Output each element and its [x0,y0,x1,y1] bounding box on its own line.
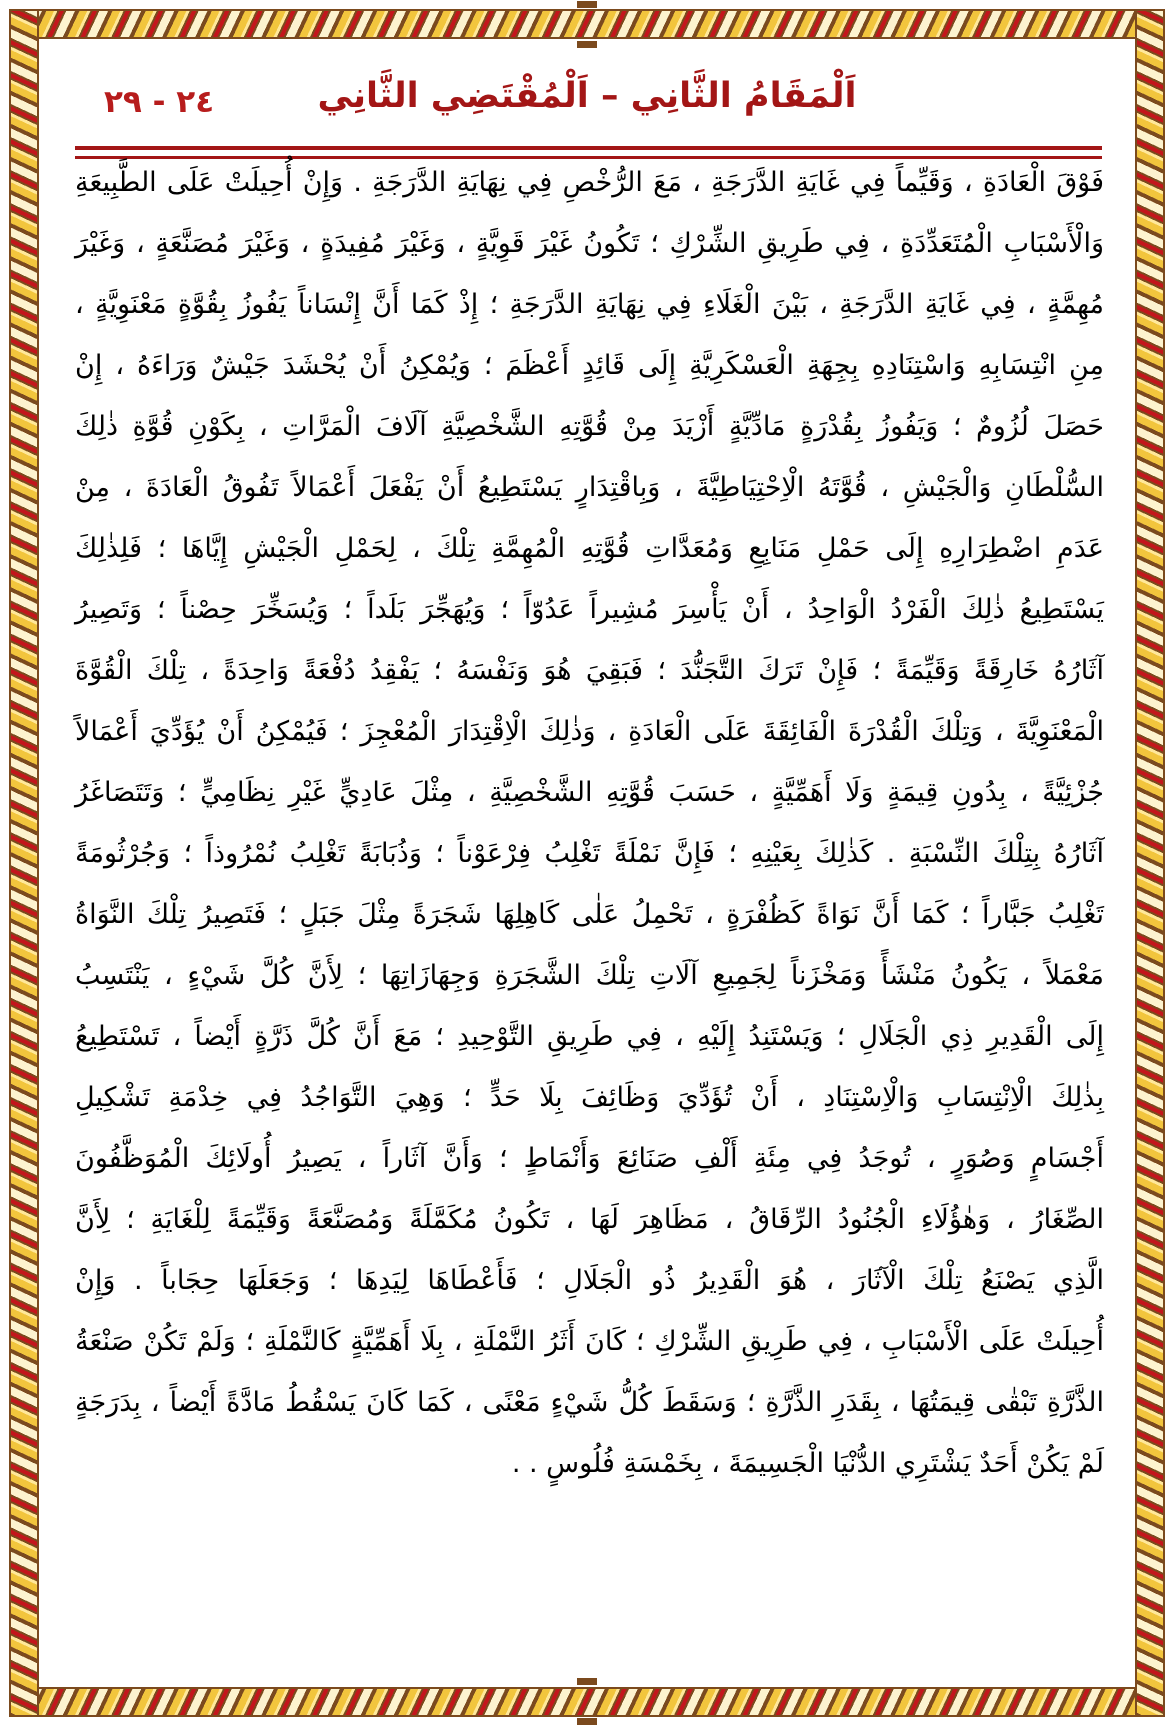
border-bottom-tick-inner [577,1678,597,1685]
body-text [75,152,1104,1494]
text-line: يَسْتَطِيعُ ذٰلِكَ الْفَرْدُ الْوَاحِدُ ، أَنْ يَأْسِرَ مُشِيراً عَدُوّاً ؛ وَيُهَجِّرَ بَلَداً ؛ وَيُسَخِّرَ حِصْناً ؛ وَتَصِيرُ [75,594,1104,625]
text-line: جُزْئِيَّةً ، بِدُونِ قِيمَةٍ وَلَا أَهَمِّيَّةٍ ، حَسَبَ قُوَّتِهِ الشَّخْصِيَّةِ ، مِثْلَ عَادِيٍّ غَيْرِ نِظَامِيٍّ ؛ وَتَتَصَاغَرُ [75,777,1104,808]
text-line: الذَّرَّةِ تَبْقٰى قِيمَتُهَا ، بِقَدَرِ الذَّرَّةِ ؛ وَسَقَطَ كُلُّ شَيْءٍ مَعْنًى ، كَمَا كَانَ يَسْقُطُ مَادَّةً أَيْضاً ، بِدَرَجَةٍ [75,1387,1104,1418]
text-line: أَجْسَامٍ وَصُوَرٍ ، تُوجَدُ فِي مِئَةِ أَلْفِ صَنَائِعَ وَأَنْمَاطٍ ؛ وَأَنَّ آثَاراً ، يَصِيرُ أُولَائِكَ الْمُوَظَّفُونَ [75,1143,1104,1174]
text-line: مُهِمَّةٍ ، فِي غَايَةِ الدَّرَجَةِ ، بَيْنَ الْغَلَاءِ فِي نِهَايَةِ الدَّرَجَةِ ؛ إِذْ كَمَا أَنَّ إِنْسَاناً يَفُوزُ بِقُوَّةٍ مَعْنَوِيَّةٍ ، [75,289,1104,320]
border-bottom-tick-outer [577,1718,597,1725]
text-line: عَدَمِ اضْطِرَارِهِ إِلَى حَمْلِ مَنَابِعِ وَمُعَدَّاتِ قُوَّتِهِ الْمُهِمَّةِ تِلْكَ ، لِحَمْلِ الْجَيْشِ إِيَّاهَا ؛ فَلِذٰلِكَ [75,533,1104,564]
text-line: الْمَعْنَوِيَّةَ ، وَتِلْكَ الْقُدْرَةَ الْفَائِقَةَ عَلَى الْعَادَةِ ، وَذٰلِكَ الْاِقْتِدَارَ الْمُعْجِزَ ؛ فَيُمْكِنُ أَنْ يُؤَدِّيَ أَعْمَالاً [75,716,1104,747]
text-line: وَالْأَسْبَابِ الْمُتَعَدِّدَةِ ، فِي طَرِيقِ الشِّرْكِ ؛ تَكُونُ غَيْرَ قَوِيَّةٍ ، وَغَيْرَ مُفِيدَةٍ ، وَغَيْرَ مُصَنَّعَةٍ ، وَغَيْرَ [75,228,1104,259]
border-top-tick-inner [577,41,597,48]
text-line: الصِّغَارُ ، وَهٰؤُلَاءِ الْجُنُودُ الرِّقَاقُ ، مَظَاهِرَ لَهَا ، تَكُونُ مُكَمَّلَةً وَمُصَنَّعَةً وَقَيِّمَةً لِلْغَايَةِ ؛ لِأَنَّ [75,1204,1104,1235]
text-line: إِلَى الْقَدِيرِ ذِي الْجَلَالِ ؛ وَيَسْتَنِدُ إِلَيْهِ ، فِي طَرِيقِ التَّوْحِيدِ ؛ مَعَ أَنَّ كُلَّ ذَرَّةٍ أَيْضاً ، تَسْتَطِيعُ [75,1021,1104,1052]
text-line: فَوْقَ الْعَادَةِ ، وَقَيِّماً فِي غَايَةِ الدَّرَجَةِ ، مَعَ الرُّخْصِ فِي نِهَايَةِ الدَّرَجَةِ . وَإِنْ أُحِيلَتْ عَلَى الطَّبِيعَةِ [75,167,1104,198]
text-line: بِذٰلِكَ الْاِنْتِسَابِ وَالْاِسْتِنَادِ ، أَنْ تُؤَدِّيَ وَظَائِفَ بِلَا حَدٍّ ؛ وَهِيَ التَّوَاجُدُ فِي خِدْمَةِ تَشْكِيلِ [75,1082,1104,1113]
border-left-ornament [9,9,39,1717]
page-number: ٢٤ - ٢٩ [104,84,215,120]
text-line: أُحِيلَتْ عَلَى الْأَسْبَابِ ، فِي طَرِيقِ الشِّرْكِ ؛ كَانَ أَثَرُ النَّمْلَةِ ، بِلَا أَهَمِّيَّةٍ كَالنَّمْلَةِ ؛ وَلَمْ تَكُنْ صَنْعَةُ [75,1326,1104,1357]
text-line: الَّذِي يَصْنَعُ تِلْكَ الْآثَارَ ، هُوَ الْقَدِيرُ ذُو الْجَلَالِ ؛ فَأَعْطَاهَا لِيَدِهَا ؛ وَجَعَلَهَا حِجَاباً . وَإِنْ [75,1265,1104,1296]
text-line: آثَارُهُ خَارِقَةً وَقَيِّمَةً ؛ فَإِنْ تَرَكَ التَّجَنُّدَ ؛ فَبَقِيَ هُوَ وَنَفْسَهُ ؛ يَفْقِدُ دُفْعَةً وَاحِدَةً ، تِلْكَ الْقُوَّةَ [75,655,1104,686]
border-top-ornament [9,9,1165,39]
border-bottom-ornament [9,1687,1165,1717]
text-line: آثَارُهُ بِتِلْكَ النِّسْبَةِ . كَذٰلِكَ بِعَيْنِهِ ؛ فَإِنَّ نَمْلَةً تَغْلِبُ فِرْعَوْناً ؛ وَذُبَابَةً تَغْلِبُ نُمْرُوذاً ؛ وَجُرْثُومَةً [75,838,1104,869]
page-title: اَلْمَقَامُ الثَّانِي – اَلْمُقْتَضِي الثَّانِي [317,76,857,116]
text-line: مَعْمَلاً ، يَكُونُ مَنْشَأً وَمَخْزَناً لِجَمِيعِ آلَاتِ تِلْكَ الشَّجَرَةِ وَجِهَازَاتِهَا ؛ لِأَنَّ كُلَّ شَيْءٍ ، يَنْتَسِبُ [75,960,1104,991]
text-line: تَغْلِبُ جَبَّاراً ؛ كَمَا أَنَّ نَوَاةً كَظُفْرَةٍ ، تَحْمِلُ عَلٰى كَاهِلِهَا شَجَرَةً مِثْلَ جَبَلٍ ؛ فَتَصِيرُ تِلْكَ النَّوَاةُ [75,899,1104,930]
text-line: مِنِ انْتِسَابِهِ وَاسْتِنَادِهِ بِجِهَةِ الْعَسْكَرِيَّةِ إِلَى قَائِدٍ أَعْظَمَ ؛ وَيُمْكِنُ أَنْ يُحْشَدَ جَيْشٌ وَرَاءَهُ ، إِنْ [75,350,1104,381]
text-line: السُّلْطَانِ وَالْجَيْشِ ، قُوَّتَهُ الْاِحْتِيَاطِيَّةَ ، وَبِاقْتِدَارٍ يَسْتَطِيعُ أَنْ يَفْعَلَ أَعْمَالاً تَفُوقُ الْعَادَةَ ، مِنْ [75,472,1104,503]
text-line: لَمْ يَكُنْ أَحَدٌ يَشْتَرِي الدُّنْيَا الْجَسِيمَةَ ، بِخَمْسَةِ فُلُوسٍ . . [511,1448,1104,1479]
text-line: حَصَلَ لُزُومٌ ؛ وَيَفُوزُ بِقُدْرَةٍ مَادِّيَّةٍ أَزْيَدَ مِنْ قُوَّتِهِ الشَّخْصِيَّةِ آلَافَ الْمَرَّاتِ ، بِكَوْنِ قُوَّةِ ذٰلِكَ [75,411,1104,442]
border-right-ornament [1135,9,1165,1717]
border-top-tick-outer [577,1,597,8]
